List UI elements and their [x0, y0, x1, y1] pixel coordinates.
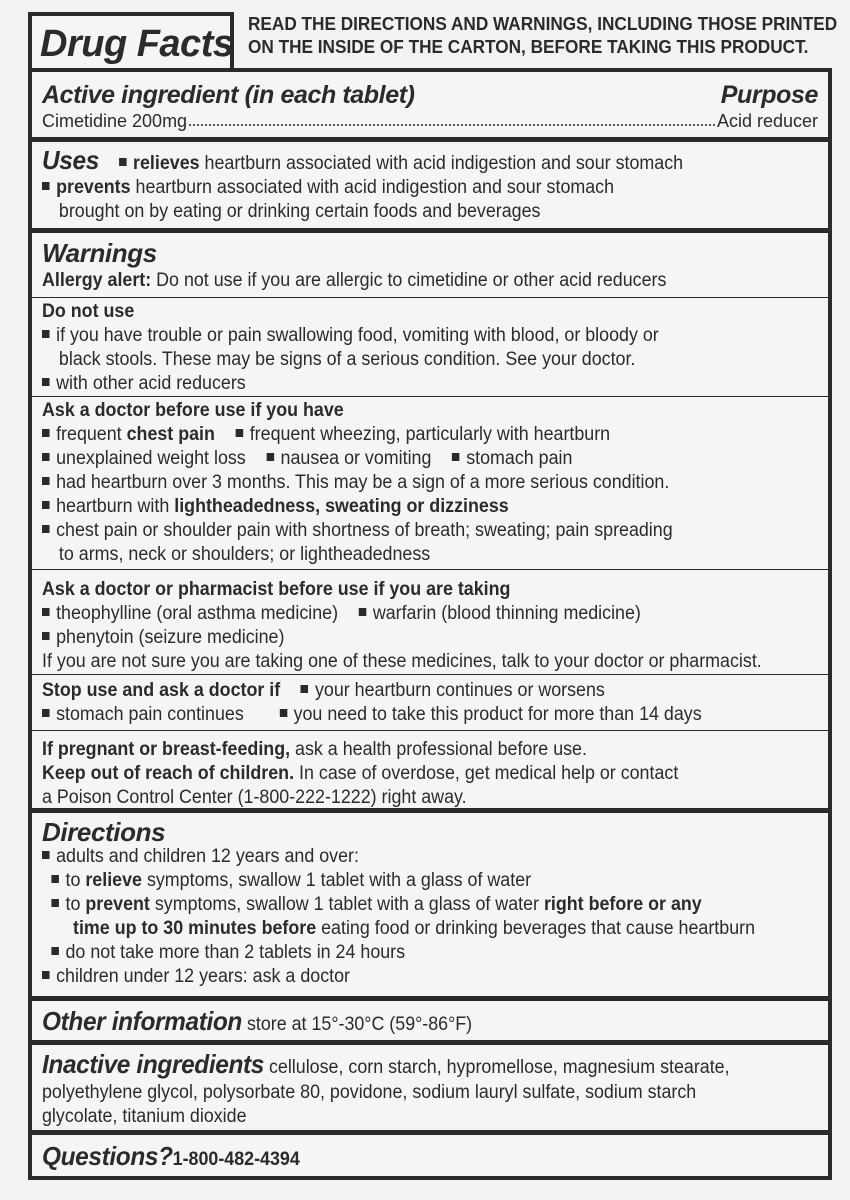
ask-doctor-a1-pre: frequent — [56, 424, 127, 445]
uses-item1-bold: relieves — [133, 153, 200, 174]
ask-doctor-a1-bold: chest pain — [126, 424, 215, 445]
questions-phone: 1-800-482-4394 — [172, 1149, 300, 1170]
bullet-icon — [42, 632, 50, 640]
bullet-icon — [42, 709, 50, 717]
ask-doctor-b1: unexplained weight loss — [56, 448, 246, 469]
directions-d2-pre: to — [65, 870, 86, 891]
ask-pharmacist-heading: Ask a doctor or pharmacist before use if you are taking — [42, 579, 511, 600]
ask-doctor-e1-cont: to arms, neck or shoulders; or lightheadedness — [58, 544, 431, 565]
inactive-ingredients-text3: glycolate, titanium dioxide — [42, 1106, 247, 1127]
allergy-alert-label: Allergy alert: — [42, 270, 152, 291]
directions-d3-pre: to — [65, 894, 86, 915]
active-ingredient-heading: Active ingredient (in each tablet) — [42, 81, 415, 109]
stop-use-section — [32, 675, 828, 731]
purpose-heading: Purpose — [720, 81, 818, 109]
pregnancy-keep-out-section — [32, 731, 828, 813]
bullet-icon — [279, 709, 287, 717]
directions-d5: children under 12 years: ask a doctor — [56, 966, 350, 987]
uses-item2-bold: prevents — [56, 177, 131, 198]
header-notice-line1: READ THE DIRECTIONS AND WARNINGS, INCLUDING THOSE PRINTED — [248, 13, 838, 34]
bullet-icon — [42, 453, 50, 461]
header-notice-line2: ON THE INSIDE OF THE CARTON, BEFORE TAKING THIS PRODUCT. — [248, 36, 809, 57]
directions-d3-bold2: right before or any — [543, 894, 702, 915]
other-information-text: store at 15°-30°C (59°-86°F) — [241, 1014, 473, 1035]
ask-pharmacist-a1: theophylline (oral asthma medicine) — [56, 603, 339, 624]
uses-heading: Uses — [42, 145, 99, 175]
directions-d3-mid: symptoms, swallow 1 tablet with a glass of water — [149, 894, 544, 915]
uses-item1-text: heartburn associated with acid indigestion and sour stomach — [199, 153, 684, 174]
ask-pharmacist-b1: phenytoin (seizure medicine) — [56, 627, 285, 648]
stop-use-b1: stomach pain continues — [56, 704, 244, 725]
bullet-icon — [42, 429, 50, 437]
drug-facts-header — [28, 8, 838, 72]
other-information-heading: Other information — [42, 1006, 242, 1036]
uses-item2-cont: brought on by eating or drinking certain foods and beverages — [58, 201, 541, 222]
bullet-icon — [119, 158, 127, 166]
do-not-use-item1: if you have trouble or pain swallowing food, vomiting with blood, or bloody or — [56, 325, 659, 346]
stop-use-a1: your heartburn continues or worsens — [314, 680, 605, 701]
purpose-value: Acid reducer — [716, 111, 818, 131]
ask-doctor-e1: chest pain or shoulder pain with shortness of breath; sweating; pain spreading — [56, 520, 673, 541]
bullet-icon — [51, 947, 59, 955]
bullet-icon — [42, 182, 50, 190]
leader-dots — [189, 124, 715, 126]
drug-facts-panel — [28, 68, 832, 1180]
ask-doctor-d1-pre: heartburn with — [56, 496, 175, 517]
ask-doctor-a2: frequent wheezing, particularly with heartburn — [249, 424, 611, 445]
header-notice — [248, 12, 838, 58]
uses-item2-text: heartburn associated with acid indigestion and sour stomach — [130, 177, 615, 198]
do-not-use-heading: Do not use — [42, 301, 135, 322]
bullet-icon — [42, 971, 50, 979]
uses-section — [32, 142, 828, 233]
pregnant-text: ask a health professional before use. — [290, 739, 587, 760]
inactive-ingredients-text2: polyethylene glycol, polysorbate 80, povidone, sodium lauryl sulfate, sodium starch — [42, 1082, 697, 1103]
directions-d1: adults and children 12 years and over: — [56, 846, 359, 867]
bullet-icon — [51, 875, 59, 883]
stop-use-heading: Stop use and ask a doctor if — [42, 680, 281, 701]
directions-d2-rest: symptoms, swallow 1 tablet with a glass of water — [141, 870, 532, 891]
bullet-icon — [42, 330, 50, 338]
warnings-heading: Warnings — [42, 238, 157, 268]
questions-section — [32, 1135, 828, 1176]
ask-doctor-d1-bold: lightheadedness, sweating or dizziness — [174, 496, 509, 517]
ask-pharmacist-note: If you are not sure you are taking one of these medicines, talk to your doctor or pharmacist. — [42, 651, 762, 672]
inactive-ingredients-heading: Inactive ingredients — [42, 1049, 265, 1079]
keep-out-cont: a Poison Control Center (1-800-222-1222) right away. — [42, 787, 467, 808]
do-not-use-item1-cont: black stools. These may be signs of a serious condition. See your doctor. — [58, 349, 636, 370]
stop-use-b2: you need to take this product for more than 14 days — [293, 704, 702, 725]
inactive-ingredients-section — [32, 1045, 828, 1135]
other-information-section — [32, 1001, 828, 1045]
pregnant-label: If pregnant or breast-feeding, — [42, 739, 291, 760]
directions-d3-cont-bold: time up to 30 minutes before — [73, 918, 317, 939]
active-ingredient-value: Cimetidine 200mg — [42, 111, 188, 131]
bullet-icon — [51, 899, 59, 907]
bullet-icon — [42, 477, 50, 485]
do-not-use-item2: with other acid reducers — [56, 373, 246, 394]
ask-doctor-c1: had heartburn over 3 months. This may be a sign of a more serious condition. — [56, 472, 670, 493]
ask-doctor-b2: nausea or vomiting — [280, 448, 432, 469]
keep-out-label: Keep out of reach of children. — [42, 763, 295, 784]
directions-d3-cont-rest: eating food or drinking beverages that cause heartburn — [316, 918, 756, 939]
ask-doctor-section — [32, 397, 828, 570]
questions-heading: Questions? — [42, 1141, 173, 1171]
bullet-icon — [42, 525, 50, 533]
ask-doctor-heading: Ask a doctor before use if you have — [42, 400, 344, 421]
bullet-icon — [452, 453, 460, 461]
active-ingredient-section — [32, 72, 828, 142]
warnings-header-section — [32, 233, 828, 298]
drug-facts-title: Drug Facts — [40, 23, 234, 65]
bullet-icon — [359, 608, 367, 616]
directions-section — [32, 813, 828, 1001]
directions-d2-bold: relieve — [85, 870, 142, 891]
directions-heading: Directions — [42, 817, 166, 847]
inactive-ingredients-text1: cellulose, corn starch, hypromellose, magnesium stearate, — [264, 1057, 730, 1078]
directions-d3-bold: prevent — [85, 894, 150, 915]
bullet-icon — [266, 453, 274, 461]
bullet-icon — [42, 608, 50, 616]
bullet-icon — [42, 378, 50, 386]
allergy-alert-text: Do not use if you are allergic to cimetidine or other acid reducers — [151, 270, 667, 291]
do-not-use-section — [32, 298, 828, 397]
bullet-icon — [236, 429, 244, 437]
bullet-icon — [301, 685, 309, 693]
bullet-icon — [42, 851, 50, 859]
ask-pharmacist-a2: warfarin (blood thinning medicine) — [372, 603, 641, 624]
directions-d4: do not take more than 2 tablets in 24 hours — [65, 942, 406, 963]
keep-out-text: In case of overdose, get medical help or contact — [294, 763, 679, 784]
bullet-icon — [42, 501, 50, 509]
ask-doctor-b3: stomach pain — [466, 448, 573, 469]
ask-pharmacist-section — [32, 570, 828, 675]
drug-facts-title-box — [28, 12, 234, 74]
